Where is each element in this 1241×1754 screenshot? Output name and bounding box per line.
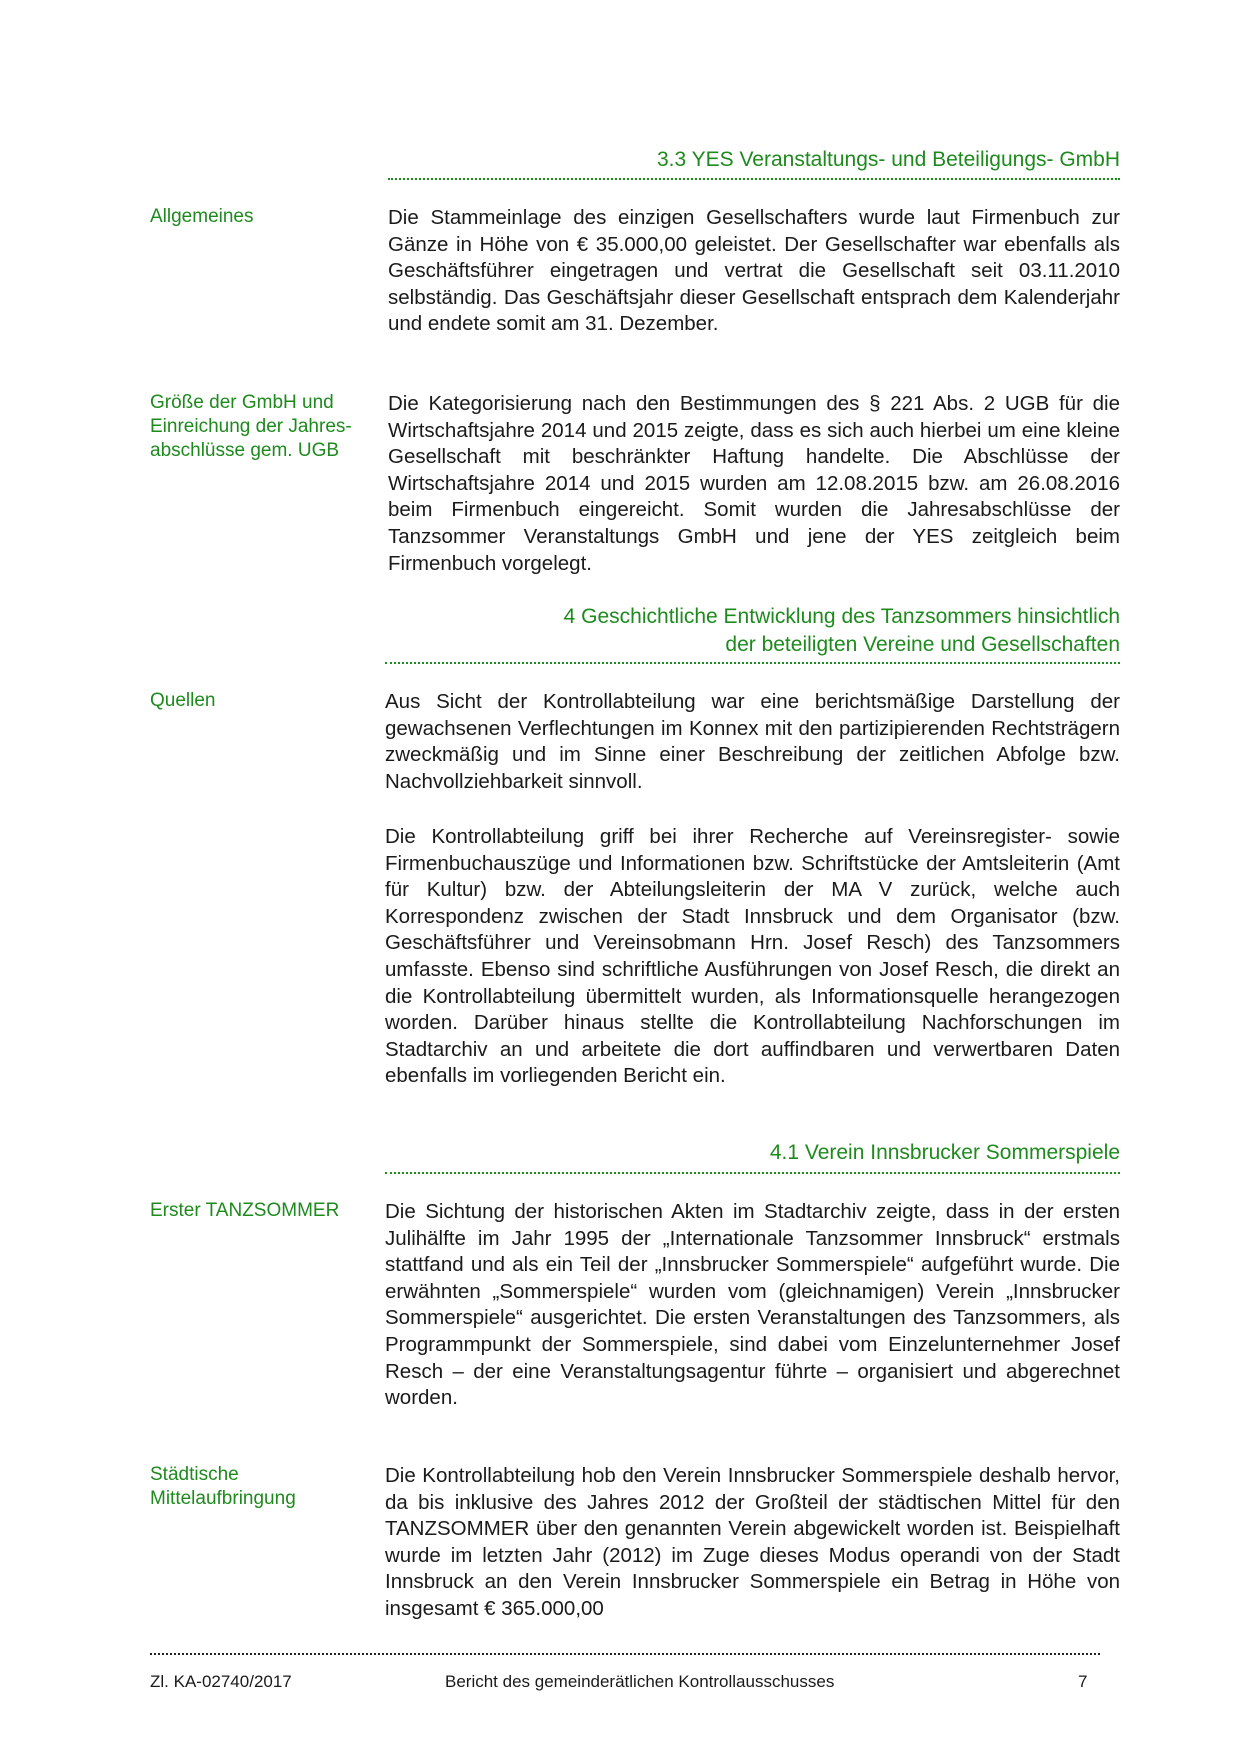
heading-rule [388, 178, 1120, 180]
side-label-line: Größe der GmbH und [150, 392, 334, 413]
paragraph-erster-tanzsommer: Die Sichtung der historischen Akten im Stadtarchiv zeigte, dass in der ersten Julihälfte im Jahr 1995 der „Internationale Tanzsommer Innsbruck“ erstmals stattfand und als ein Teil der „Innsbrucker Sommerspiele“ aufgeführt wurde. Die erwähnten „Sommerspiele“ wurden vom (gleichnamigen) Verein „Innsbrucker Sommerspiele“ ausgerichtet. Die ersten Veranstaltungen des Tanzsommers, als Programmpunkt der Sommerspiele, sind dabei vom Einzelunternehmer Josef Resch – der eine Veranstaltungsagentur führte – organisiert und abgerechnet worden. [385, 1200, 1120, 1410]
page-number: 7 [1078, 1672, 1088, 1691]
paragraph-allgemeines: Die Stammeinlage des einzigen Gesellschafters wurde laut Firmenbuch zur Gänze in Höhe von € 35.000,00 geleistet. Der Gesellschafter war ebenfalls als Geschäftsführer eingetragen und vertrat die Gesellschaft seit 03.11.2010 selbständig. Das Geschäftsjahr dieser Gesellschaft entsprach dem Kalenderjahr und endete somit am 31. Dezember. [388, 206, 1120, 336]
side-label-line: Einreichung der Jahres- [150, 416, 352, 437]
side-label-quellen: Quellen [150, 690, 216, 711]
paragraph-quellen-2: Die Kontrollabteilung griff bei ihrer Recherche auf Vereinsregister- sowie Firmenbuchauszüge und Informationen bzw. Schriftstücke der Amtsleiterin (Amt für Kultur) bzw. der Abteilungsleiterin der MA V zurück, welche auch Korrespondenz zwischen der Stadt Innsbruck und dem Organisator (bzw. Geschäftsführer und Vereinsobmann Hrn. Josef Resch) des Tanzsommers umfasste. Ebenso sind schriftliche Ausführungen von Josef Resch, die direkt an die Kontrollabteilung übermittelt wurden, als Informationsquelle herangezogen worden. Darüber hinaus stellte die Kontrollabteilung Nachforschungen im Stadtarchiv an und arbeitete die dort auffindbaren und verwertbaren Daten ebenfalls im vorliegenden Bericht ein. [385, 825, 1120, 1088]
heading-rule [385, 662, 1120, 664]
heading-line: der beteiligten Vereine und Gesellschaften [725, 633, 1120, 656]
side-label-staedtische [150, 1463, 380, 1511]
paragraph-staedtische: Die Kontrollabteilung hob den Verein Innsbrucker Sommerspiele deshalb hervor, da bis inklusive des Jahres 2012 der Großteil der städtischen Mittel für den TANZSOMMER über den genannten Verein abgewickelt worden ist. Beispielhaft wurde im letzten Jahr (2012) im Zuge dieses Modus operandi von der Stadt Innsbruck an den Verein Innsbrucker Sommerspiele ein Betrag in Höhe von insgesamt € 365.000,00 [385, 1464, 1120, 1620]
paragraph-quellen-1: Aus Sicht der Kontrollabteilung war eine berichtsmäßige Darstellung der gewachsenen Verflechtungen im Konnex mit den partizipierenden Rechtsträgern zweckmäßig und im Sinne einer Beschreibung der zeitlichen Abfolge bzw. Nachvollziehbarkeit sinnvoll. [385, 690, 1120, 793]
side-label-line: abschlüsse gem. UGB [150, 440, 340, 461]
section-heading-4-1: 4.1 Verein Innsbrucker Sommerspiele [769, 1141, 1120, 1164]
footer-doc-number: Zl. KA-02740/2017 [150, 1672, 292, 1691]
section-heading-4 [380, 603, 1120, 659]
side-label-groesse [150, 391, 380, 463]
heading-rule [385, 1172, 1120, 1174]
heading-line: 4 Geschichtliche Entwicklung des Tanzsommers hinsichtlich [563, 605, 1120, 628]
side-label-erster-tanzsommer: Erster TANZSOMMER [150, 1200, 340, 1221]
footer-rule [150, 1653, 1100, 1655]
paragraph-groesse: Die Kategorisierung nach den Bestimmungen des § 221 Abs. 2 UGB für die Wirtschaftsjahre 2014 und 2015 zeigte, dass es sich auch hierbei um eine kleine Gesellschaft mit beschränkter Haftung handelte. Die Abschlüsse der Wirtschaftsjahre 2014 und 2015 wurden am 12.08.2015 bzw. am 26.08.2016 beim Firmenbuch eingereicht. Somit wurden die Jahresabschlüsse der Tanzsommer Veranstaltungs GmbH und jene der YES zeitgleich beim Firmenbuch vorgelegt. [388, 392, 1120, 575]
side-label-allgemeines: Allgemeines [150, 206, 254, 227]
side-label-line: Mittelaufbringung [150, 1488, 296, 1509]
section-heading-3-3: 3.3 YES Veranstaltungs- und Beteiligungs- GmbH [656, 148, 1120, 171]
footer-title: Bericht des gemeinderätlichen Kontrollausschusses [445, 1672, 835, 1691]
side-label-line: Städtische [150, 1464, 239, 1485]
